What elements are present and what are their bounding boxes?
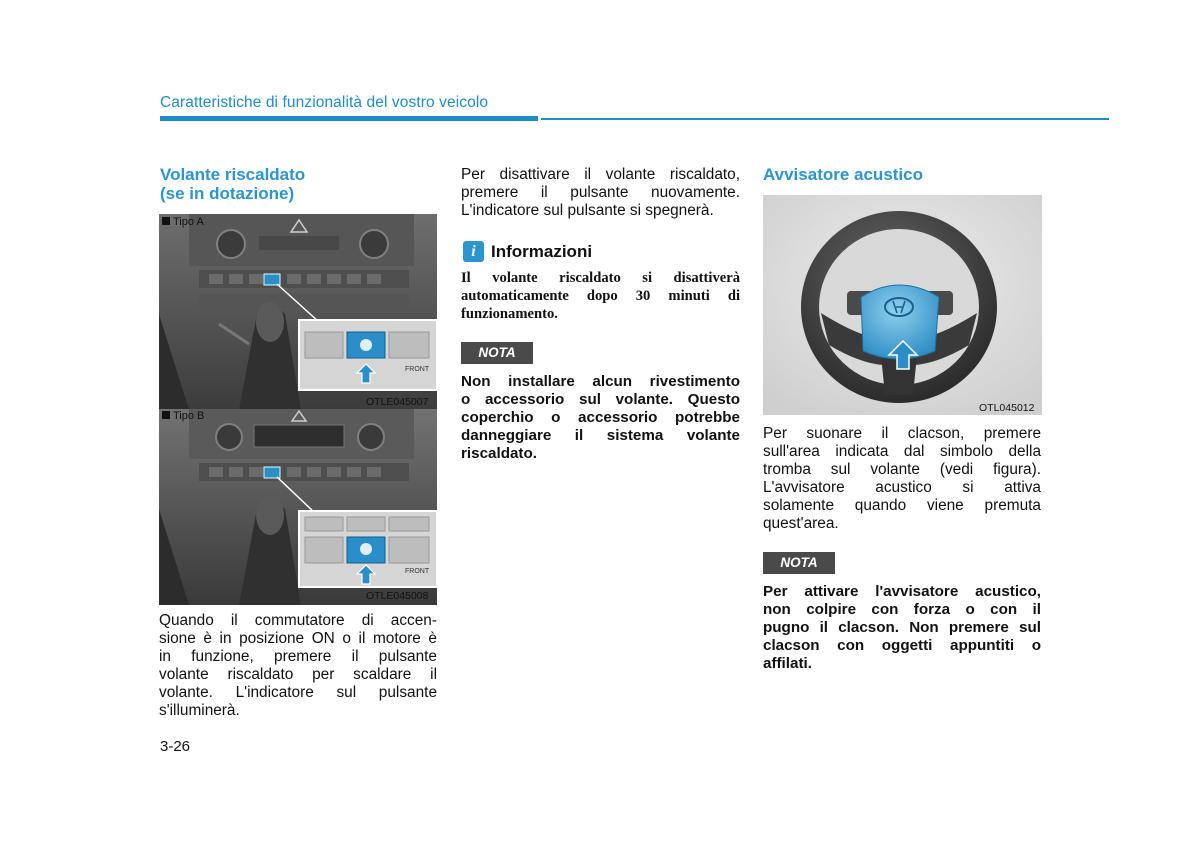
figure-a-code: OTLE045007: [366, 396, 429, 408]
right-body-text: Per suonare il clacson, premere sull'area indicata dal simbolo della tromba sul volante (vedi figura). L'avvisatore acustico si attiva solamente quando viene premuta quest'area.: [763, 425, 1041, 532]
nota-badge: NOTA: [461, 342, 533, 364]
front-defrost-label: FRONT: [405, 366, 430, 373]
figure-b-code: OTLE045008: [366, 590, 429, 602]
square-bullet-icon: [162, 411, 170, 419]
page-number: 3-26: [160, 738, 191, 755]
front-defrost-label: FRONT: [405, 568, 430, 575]
figure-a-tag: Tipo A: [162, 216, 204, 228]
nota-text-right: Per attivare l'avvisatore acustico, non colpire con forza o con il pugno il clacson. Non premere sul clacson con oggetti appuntiti o affilati.: [763, 583, 1041, 672]
middle-intro-text: Per disattivare il volante riscaldato, premere il pulsante nuovamente. L'indicatore sul pulsante si spegnerà.: [461, 166, 740, 219]
figure-steering-code: OTL045012: [979, 402, 1035, 414]
square-bullet-icon: [162, 217, 170, 225]
info-icon: i: [463, 241, 484, 262]
figure-type-b: [159, 409, 437, 605]
section-title: Caratteristiche di funzionalità del vostro veicolo: [160, 94, 489, 111]
nota-badge: NOTA: [763, 552, 835, 574]
figure-b-tag: Tipo B: [162, 410, 204, 422]
figure-steering-wheel: [763, 195, 1042, 415]
nota-text-middle: Non installare alcun rivestimento o accessorio sul volante. Questo coperchio o accessorio potrebbe danneggiare il sistema volante riscaldato.: [461, 373, 740, 462]
heading-avvisatore-acustico: Avvisatore acustico: [763, 165, 923, 184]
info-text: Il volante riscaldato si disattiverà automaticamente dopo 30 minuti di funzionamento.: [461, 270, 740, 322]
header-accent-bar: [160, 116, 538, 121]
heading-volante-riscaldato: Volante riscaldato (se in dotazione): [160, 165, 306, 203]
figure-type-a: [159, 214, 437, 410]
header-rule: [541, 118, 1109, 120]
left-body-text: Quando il commutatore di accen- sione è in posizione ON o il motore è in funzione, premere il pulsante volante riscaldato per scaldare il volante. L'indicatore sul pulsante s'illuminerà.: [159, 612, 437, 719]
info-heading: i Informazioni: [463, 241, 592, 262]
